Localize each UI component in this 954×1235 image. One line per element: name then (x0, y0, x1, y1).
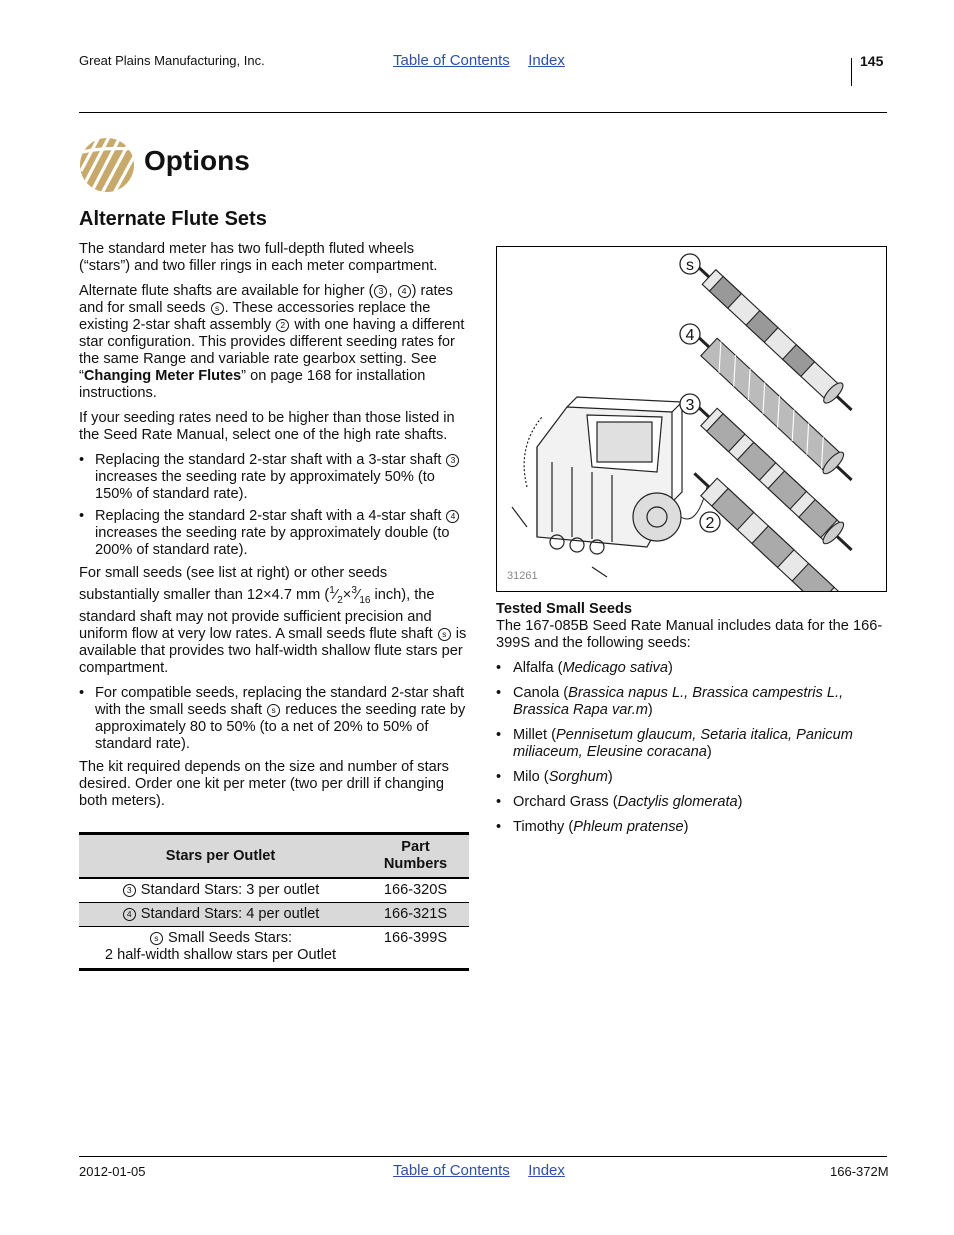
part-numbers-table (79, 832, 469, 971)
left-column (79, 241, 469, 818)
meter-and-shafts-illustration (497, 247, 886, 591)
figure-number: 31261 (507, 570, 538, 582)
header-rule (79, 112, 887, 113)
list-item: • Alfalfa (Medicago sativa) (496, 660, 886, 677)
callout-label: 4 (685, 327, 695, 344)
list-item: • Orchard Grass (Dactylis glomerata) (496, 794, 886, 811)
callout-3-icon: 3 (123, 884, 136, 897)
right-column (496, 601, 886, 844)
callout-s-icon: s (211, 302, 224, 315)
callout-4-icon: 4 (446, 510, 459, 523)
table-row: 3 Standard Stars: 3 per outlet 166-320S (79, 878, 469, 903)
callout-label: 2 (705, 515, 715, 532)
list-item: • Timothy (Phleum pratense) (496, 819, 886, 836)
callout-4-icon: 4 (123, 908, 136, 921)
table-row: 4 Standard Stars: 4 per outlet 166-321S (79, 903, 469, 927)
paragraph: If your seeding rates need to be higher than those listed in the Seed Rate Manual, select one of the high rate shafts. (79, 410, 455, 443)
paragraph: The standard meter has two full-depth fluted wheels (“stars”) and two filler rings in each meter compartment. (79, 241, 438, 274)
paragraph: Alternate flute shafts are available for higher ( 3 , 4 ) rates and for small seeds s . These accessories replace the existing 2-star shaft assembly 2 with one having a different star configuration. This provides different seeding rates for the same Range and variable rate gearbox setting. See “Changing Meter Flutes” on page 168 for installation instructions. (79, 283, 465, 401)
paragraph: For small seeds (see list at right) or other seeds substantially smaller than 12×4.7 mm ($^1⁄_2\times^3⁄_{16}$ inch), the standard shaft may not provide sufficient precision and uniform flow at very low rates. A small seeds flute shaft s is available that provides two half-width shallow flute stars per compartment. (79, 565, 467, 676)
callout-3-icon: 3 (374, 285, 387, 298)
callout-2-icon: 2 (276, 319, 289, 332)
bullet-list (79, 685, 469, 753)
callout-s-icon: s (438, 628, 451, 641)
toc-link[interactable]: Table of Contents (393, 1162, 510, 1179)
toc-link[interactable]: Table of Contents (393, 52, 510, 69)
list-item: • Canola (Brassica napus L., Brassica campestris L., Brassica Rapa var.m) (496, 685, 886, 719)
header-divider (851, 58, 852, 86)
footer-date: 2012-01-05 (79, 1164, 146, 1179)
great-plains-logo-icon (79, 137, 135, 193)
callout-4-icon: 4 (398, 285, 411, 298)
index-link[interactable]: Index (528, 1162, 565, 1179)
seed-list (496, 660, 886, 836)
page-title: Options (144, 145, 250, 176)
callout-3-icon: 3 (446, 454, 459, 467)
page-number: 145 (860, 53, 884, 69)
cross-reference: Changing Meter Flutes (83, 368, 242, 384)
flute-shafts-figure (496, 246, 887, 592)
callout-label: 3 (685, 397, 695, 414)
column-header: Stars per Outlet (79, 834, 362, 879)
section-title: Alternate Flute Sets (79, 208, 267, 230)
bullet-list (79, 452, 469, 559)
list-item: • Replacing the standard 2-star shaft with a 3-star shaft 3 increases the seeding rate by approximately 50% (to 150% of standard rate). (79, 452, 469, 503)
footer-rule (79, 1156, 887, 1157)
index-link[interactable]: Index (528, 52, 565, 69)
callout-s-icon: s (150, 932, 163, 945)
paragraph: The kit required depends on the size and number of stars desired. Order one kit per meter (two per drill if changing both meters). (79, 758, 449, 809)
list-item: • Replacing the standard 2-star shaft with a 4-star shaft 4 increases the seeding rate by approximately double (to 200% of standard rate). (79, 508, 469, 559)
callout-s-icon: s (267, 704, 280, 717)
callout-label: s (686, 257, 694, 274)
paragraph: The 167-085B Seed Rate Manual includes data for the 166-399S and the following seeds: (496, 618, 883, 651)
subheading: Tested Small Seeds (496, 601, 632, 617)
column-header: Part Numbers (362, 834, 469, 879)
list-item: • Millet (Pennisetum glaucum, Setaria italica, Panicum miliaceum, Eleusine coracana) (496, 727, 886, 761)
header-nav (393, 52, 579, 70)
document-number: 166-372M (830, 1164, 889, 1179)
list-item: • For compatible seeds, replacing the standard 2-star shaft with the small seeds shaft s reduces the seeding rate by approximately 80 to 50% (to a net of 20% to 50% of standard rate). (79, 685, 469, 753)
footer-nav (393, 1162, 579, 1180)
table-row: s Small Seeds Stars: 2 half-width shallow stars per Outlet 166-399S (79, 927, 469, 970)
company-name: Great Plains Manufacturing, Inc. (79, 53, 265, 68)
list-item: • Milo (Sorghum) (496, 769, 886, 786)
table-header-row (79, 834, 469, 879)
